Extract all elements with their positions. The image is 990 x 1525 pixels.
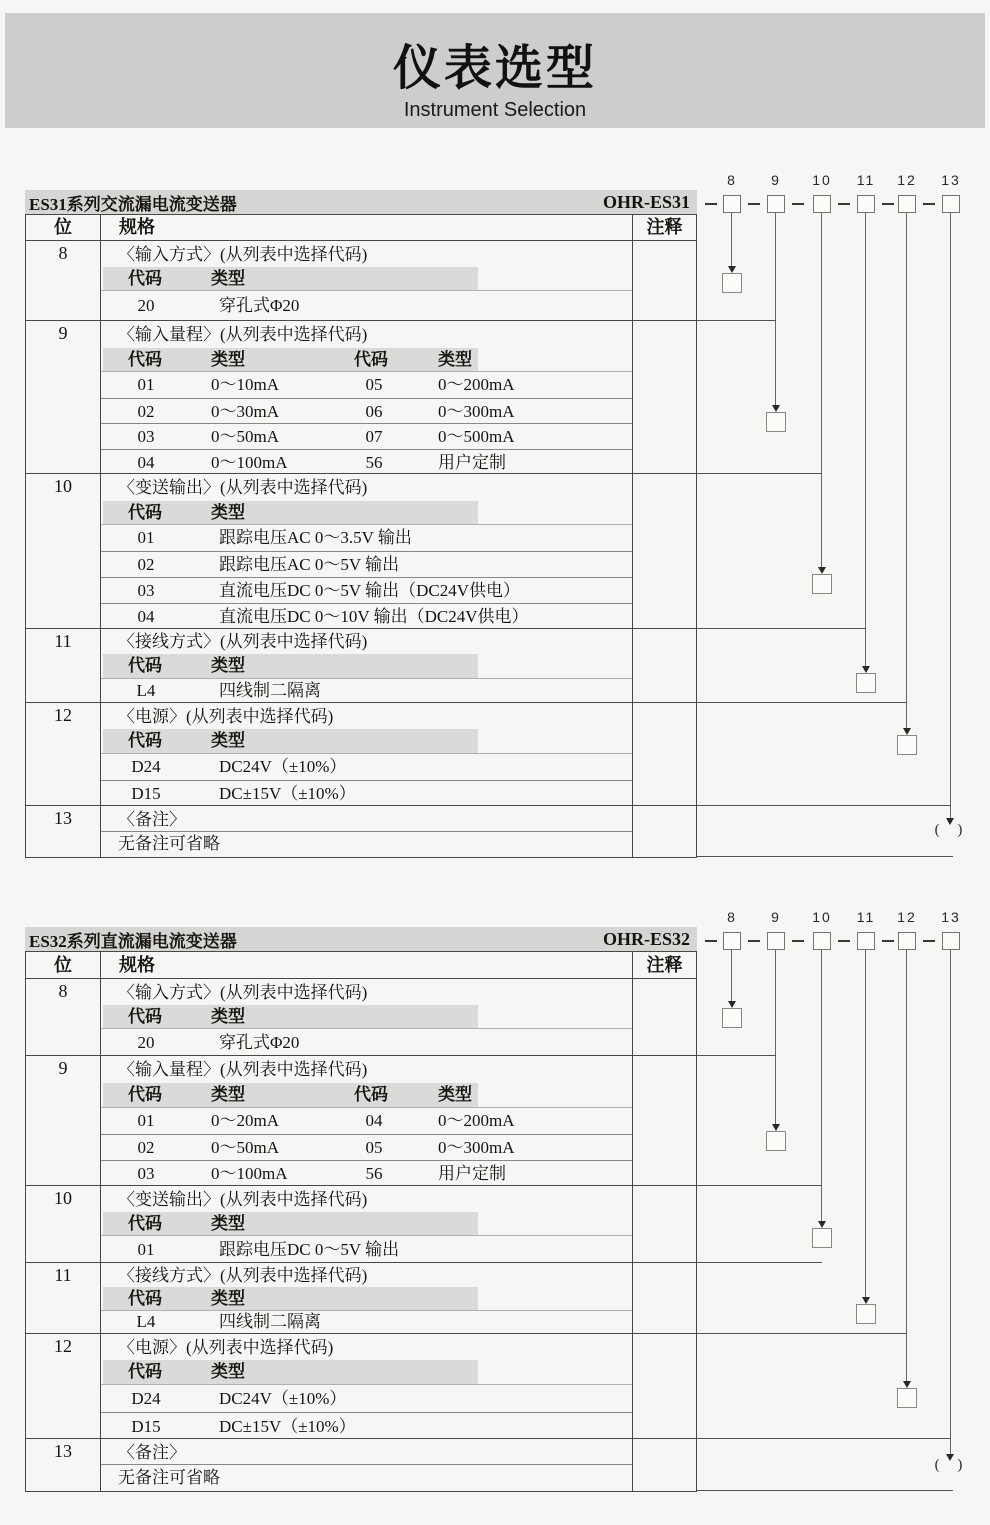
code-row bbox=[101, 1108, 632, 1134]
es32-grid bbox=[25, 951, 697, 1492]
code-header: 代码 bbox=[128, 1214, 162, 1233]
code-row bbox=[101, 291, 632, 321]
remark-parentheses: ( ) bbox=[934, 822, 970, 838]
target-box bbox=[856, 673, 876, 693]
code-header: 代码 bbox=[128, 1362, 162, 1381]
remark-parentheses: ( ) bbox=[934, 1457, 970, 1473]
code-box bbox=[813, 932, 831, 950]
code-header: 代码 bbox=[128, 1289, 162, 1308]
code-row bbox=[101, 679, 632, 703]
connector-line bbox=[731, 950, 732, 1001]
digit-label: 8 bbox=[727, 172, 737, 188]
type-cell: 0～50mA bbox=[211, 1138, 279, 1157]
type-cell: 0～100mA bbox=[211, 1164, 288, 1183]
code-cell: 56 bbox=[365, 452, 383, 472]
code-row bbox=[101, 398, 632, 424]
note-cell bbox=[632, 806, 696, 857]
digit-label: 9 bbox=[771, 172, 781, 188]
type-header: 类型 bbox=[211, 1085, 245, 1104]
connector-line bbox=[865, 950, 866, 1297]
type-header: 类型 bbox=[211, 731, 245, 750]
dash-separator bbox=[882, 940, 894, 942]
arrow-down-icon bbox=[862, 666, 870, 673]
position-number: 8 bbox=[26, 241, 101, 320]
note-cell bbox=[632, 1439, 696, 1491]
code-row bbox=[101, 1311, 632, 1334]
target-box bbox=[722, 1008, 742, 1028]
position-number: 9 bbox=[26, 321, 101, 473]
note-cell bbox=[632, 241, 696, 320]
col-header-spec: 规格 bbox=[119, 217, 155, 237]
code-cell: 07 bbox=[365, 427, 383, 446]
code-row bbox=[101, 449, 632, 475]
target-box bbox=[897, 1388, 917, 1408]
es31-table-header-band bbox=[25, 190, 697, 214]
section-label: 〈电源〉(从列表中选择代码) bbox=[118, 1338, 334, 1357]
code-cell: 05 bbox=[365, 1138, 383, 1157]
code-cell: L4 bbox=[136, 1312, 156, 1331]
code-cell: 03 bbox=[137, 581, 155, 600]
position-number: 12 bbox=[26, 1334, 101, 1438]
type-cell: 0～500mA bbox=[438, 427, 515, 446]
dash-separator bbox=[792, 203, 804, 205]
note-cell bbox=[632, 1186, 696, 1262]
arrow-down-icon bbox=[903, 728, 911, 735]
type-cell: DC±15V（±10%） bbox=[219, 784, 356, 803]
code-cell: 03 bbox=[137, 427, 155, 446]
page-subtitle: Instrument Selection bbox=[403, 99, 587, 121]
connector-line bbox=[950, 950, 951, 1454]
series-title: ES31系列交流漏电流变送器 bbox=[29, 194, 237, 214]
type-cell: 0～20mA bbox=[211, 1111, 279, 1130]
code-row bbox=[101, 551, 632, 577]
code-type-header bbox=[101, 501, 632, 525]
model-code: OHR-ES31 bbox=[602, 191, 690, 212]
note-cell bbox=[632, 1334, 696, 1438]
position-number: 13 bbox=[26, 806, 101, 857]
row-extension-line bbox=[697, 320, 776, 321]
digit-label: 12 bbox=[897, 172, 917, 188]
connector-line bbox=[906, 950, 907, 1381]
type-header: 类型 bbox=[211, 1289, 245, 1308]
position-number: 10 bbox=[26, 1186, 101, 1262]
type-cell: 跟踪电压AC 0～5V 输出 bbox=[219, 555, 400, 574]
code-cell: 20 bbox=[137, 1033, 155, 1052]
code-box bbox=[942, 195, 960, 213]
col-header-spec: 规格 bbox=[119, 955, 155, 975]
section-label: 〈输入量程〉(从列表中选择代码) bbox=[118, 1060, 368, 1079]
code-cell: 01 bbox=[137, 375, 155, 394]
target-box bbox=[766, 1131, 786, 1151]
dash-separator bbox=[838, 203, 850, 205]
es31-section bbox=[0, 172, 990, 870]
type-header: 类型 bbox=[438, 350, 472, 369]
arrow-down-icon bbox=[818, 567, 826, 574]
table-row bbox=[26, 1056, 696, 1186]
code-header: 代码 bbox=[128, 1007, 162, 1026]
digit-label: 8 bbox=[727, 909, 737, 925]
type-cell: 穿孔式Φ20 bbox=[219, 296, 300, 315]
arrow-down-icon bbox=[818, 1221, 826, 1228]
code-type-header bbox=[101, 1287, 632, 1311]
type-cell: 四线制二隔离 bbox=[219, 681, 321, 700]
digit-label: 9 bbox=[771, 909, 781, 925]
position-number: 11 bbox=[26, 1263, 101, 1333]
code-row bbox=[101, 372, 632, 398]
table-row bbox=[26, 1439, 696, 1491]
code-cell: D15 bbox=[131, 1417, 161, 1436]
arrow-down-icon bbox=[862, 1297, 870, 1304]
type-header: 类型 bbox=[211, 656, 245, 675]
row-extension-line bbox=[697, 1490, 953, 1491]
note-cell bbox=[632, 979, 696, 1055]
note-cell bbox=[632, 703, 696, 805]
code-cell: 02 bbox=[137, 401, 155, 421]
code-cell: 04 bbox=[137, 607, 155, 626]
note-cell bbox=[632, 1056, 696, 1185]
page-banner bbox=[5, 13, 985, 128]
code-box bbox=[942, 932, 960, 950]
note-cell bbox=[632, 1263, 696, 1333]
code-header: 代码 bbox=[128, 731, 162, 750]
table-row bbox=[26, 703, 696, 806]
digit-label: 13 bbox=[941, 909, 961, 925]
code-row bbox=[101, 780, 632, 806]
connector-line bbox=[821, 213, 822, 567]
dash-separator bbox=[923, 203, 935, 205]
type-cell: DC24V（±10%） bbox=[219, 757, 347, 776]
code-box bbox=[767, 195, 785, 213]
es32-table bbox=[25, 927, 697, 1492]
dash-separator bbox=[838, 940, 850, 942]
table-row bbox=[26, 806, 696, 857]
code-type-header bbox=[101, 348, 632, 372]
section-label: 〈备注〉 bbox=[101, 1439, 632, 1465]
target-box bbox=[897, 735, 917, 755]
row-extension-line bbox=[697, 473, 822, 474]
code-cell: 01 bbox=[137, 528, 155, 547]
type-header: 类型 bbox=[211, 1007, 245, 1026]
digit-label: 10 bbox=[812, 172, 832, 188]
table-row bbox=[26, 629, 696, 703]
table-row bbox=[26, 1263, 696, 1334]
row-extension-line bbox=[697, 1055, 776, 1056]
remark-row: 无备注可省略 bbox=[118, 1468, 220, 1487]
type-cell: 0～100mA bbox=[211, 452, 288, 472]
type-cell: 0～10mA bbox=[211, 375, 279, 394]
col-header-note: 注释 bbox=[632, 952, 696, 978]
code-type-header bbox=[101, 654, 632, 679]
code-cell: 04 bbox=[365, 1111, 383, 1130]
type-header: 类型 bbox=[211, 350, 245, 369]
target-box bbox=[856, 1304, 876, 1324]
arrow-down-icon bbox=[772, 405, 780, 412]
section-label: 〈变送输出〉(从列表中选择代码) bbox=[118, 1190, 368, 1209]
col-header-position: 位 bbox=[26, 952, 101, 978]
arrow-down-icon bbox=[728, 1001, 736, 1008]
code-box bbox=[767, 932, 785, 950]
code-cell: 02 bbox=[137, 1138, 155, 1157]
type-cell: 0～200mA bbox=[438, 375, 515, 394]
code-type-header bbox=[101, 267, 632, 291]
type-cell: 跟踪电压DC 0～5V 输出 bbox=[219, 1240, 400, 1259]
type-cell: 跟踪电压AC 0～3.5V 输出 bbox=[219, 528, 412, 547]
dash-separator bbox=[748, 203, 760, 205]
target-box bbox=[812, 574, 832, 594]
connector-line bbox=[906, 213, 907, 728]
table-row bbox=[26, 1334, 696, 1439]
code-type-header bbox=[101, 729, 632, 754]
series-title: ES32系列直流漏电流变送器 bbox=[29, 931, 237, 951]
es31-table bbox=[25, 190, 697, 858]
position-number: 11 bbox=[26, 629, 101, 702]
code-type-header bbox=[101, 1005, 632, 1029]
type-header: 类型 bbox=[211, 503, 245, 522]
code-header: 代码 bbox=[354, 350, 388, 369]
digit-label: 13 bbox=[941, 172, 961, 188]
code-type-header bbox=[101, 1083, 632, 1108]
type-cell: 0～300mA bbox=[438, 1138, 515, 1157]
code-header: 代码 bbox=[128, 1085, 162, 1104]
table-row bbox=[26, 321, 696, 474]
remark-row: 无备注可省略 bbox=[118, 834, 220, 853]
code-type-header bbox=[101, 1360, 632, 1385]
target-box bbox=[722, 273, 742, 293]
code-header: 代码 bbox=[128, 656, 162, 675]
target-box bbox=[766, 412, 786, 432]
code-row bbox=[101, 1160, 632, 1186]
code-row bbox=[101, 525, 632, 551]
row-extension-line bbox=[697, 628, 866, 629]
connector-line bbox=[775, 950, 776, 1124]
table-row bbox=[26, 979, 696, 1056]
section-label: 〈接线方式〉(从列表中选择代码) bbox=[118, 632, 368, 651]
arrow-down-icon bbox=[728, 266, 736, 273]
position-number: 10 bbox=[26, 474, 101, 628]
type-cell: DC±15V（±10%） bbox=[219, 1417, 356, 1436]
code-cell: 01 bbox=[137, 1240, 155, 1259]
note-cell bbox=[632, 629, 696, 702]
row-extension-line bbox=[697, 856, 953, 857]
position-number: 13 bbox=[26, 1439, 101, 1491]
code-cell: D15 bbox=[131, 784, 161, 803]
row-extension-line bbox=[697, 1438, 951, 1439]
code-header: 代码 bbox=[354, 1085, 388, 1104]
position-number: 12 bbox=[26, 703, 101, 805]
section-label: 〈电源〉(从列表中选择代码) bbox=[118, 707, 334, 726]
connector-line bbox=[731, 213, 732, 266]
code-row bbox=[101, 577, 632, 603]
col-header-position: 位 bbox=[26, 215, 101, 240]
type-header: 类型 bbox=[211, 1214, 245, 1233]
note-cell bbox=[632, 474, 696, 628]
code-row bbox=[101, 1236, 632, 1263]
connector-line bbox=[775, 213, 776, 405]
row-extension-line bbox=[697, 702, 907, 703]
dash-separator bbox=[923, 940, 935, 942]
code-row bbox=[101, 1385, 632, 1412]
digit-label: 11 bbox=[856, 909, 876, 925]
code-header: 代码 bbox=[128, 350, 162, 369]
code-row bbox=[101, 1412, 632, 1439]
code-row bbox=[101, 1134, 632, 1160]
code-cell: 05 bbox=[365, 375, 383, 394]
arrow-down-icon bbox=[772, 1124, 780, 1131]
code-cell: 06 bbox=[365, 401, 383, 421]
code-cell: 04 bbox=[137, 452, 155, 472]
code-row bbox=[101, 754, 632, 780]
code-cell: D24 bbox=[131, 1389, 161, 1408]
type-header: 类型 bbox=[211, 269, 245, 288]
connector-line bbox=[821, 950, 822, 1221]
es32-section bbox=[0, 909, 990, 1507]
dash-separator bbox=[705, 203, 717, 205]
target-box bbox=[812, 1228, 832, 1248]
code-box bbox=[857, 932, 875, 950]
connector-line bbox=[865, 213, 866, 666]
code-box bbox=[723, 932, 741, 950]
type-cell: 用户定制 bbox=[438, 452, 506, 472]
type-cell: 穿孔式Φ20 bbox=[219, 1033, 300, 1052]
type-cell: 四线制二隔离 bbox=[219, 1312, 321, 1331]
code-cell: L4 bbox=[136, 681, 156, 700]
code-row bbox=[101, 603, 632, 629]
connector-line bbox=[950, 213, 951, 818]
column-header-row bbox=[26, 952, 696, 979]
code-row bbox=[101, 1029, 632, 1056]
digit-label: 11 bbox=[856, 172, 876, 188]
row-extension-line bbox=[697, 1185, 822, 1186]
type-cell: 0～50mA bbox=[211, 427, 279, 446]
code-box bbox=[898, 195, 916, 213]
model-code: OHR-ES32 bbox=[602, 928, 690, 949]
code-cell: 20 bbox=[137, 296, 155, 315]
section-label: 〈接线方式〉(从列表中选择代码) bbox=[118, 1266, 368, 1285]
code-cell: D24 bbox=[131, 757, 161, 776]
type-cell: 0～200mA bbox=[438, 1111, 515, 1130]
section-label: 〈备注〉 bbox=[101, 806, 632, 832]
code-box bbox=[898, 932, 916, 950]
row-extension-line bbox=[697, 805, 951, 806]
section-label: 〈变送输出〉(从列表中选择代码) bbox=[118, 478, 368, 497]
section-label: 〈输入方式〉(从列表中选择代码) bbox=[118, 245, 368, 264]
code-box bbox=[723, 195, 741, 213]
type-cell: 0～30mA bbox=[211, 401, 279, 421]
position-number: 9 bbox=[26, 1056, 101, 1185]
type-cell: 用户定制 bbox=[438, 1164, 506, 1183]
type-cell: 直流电压DC 0～5V 输出（DC24V供电） bbox=[219, 581, 520, 600]
type-header: 类型 bbox=[438, 1085, 472, 1104]
arrow-down-icon bbox=[903, 1381, 911, 1388]
row-extension-line bbox=[697, 1333, 907, 1334]
type-cell: 0～300mA bbox=[438, 401, 515, 421]
type-cell: DC24V（±10%） bbox=[219, 1389, 347, 1408]
column-header-row bbox=[26, 215, 696, 241]
table-row bbox=[26, 1186, 696, 1263]
type-cell: 直流电压DC 0～10V 输出（DC24V供电） bbox=[219, 607, 529, 626]
dash-separator bbox=[792, 940, 804, 942]
col-header-note: 注释 bbox=[632, 215, 696, 240]
dash-separator bbox=[748, 940, 760, 942]
es32-table-header-band bbox=[25, 927, 697, 951]
note-cell bbox=[632, 321, 696, 473]
code-cell: 02 bbox=[137, 555, 155, 574]
section-label: 〈输入量程〉(从列表中选择代码) bbox=[118, 325, 368, 344]
code-row bbox=[101, 423, 632, 449]
code-header: 代码 bbox=[128, 503, 162, 522]
row-extension-line bbox=[697, 1262, 822, 1263]
digit-label: 12 bbox=[897, 909, 917, 925]
position-number: 8 bbox=[26, 979, 101, 1055]
code-box bbox=[857, 195, 875, 213]
page-title: 仪表选型 bbox=[392, 42, 597, 95]
es31-grid bbox=[25, 214, 697, 858]
table-row bbox=[26, 474, 696, 629]
code-header: 代码 bbox=[128, 269, 162, 288]
code-cell: 01 bbox=[137, 1111, 155, 1130]
section-label: 〈输入方式〉(从列表中选择代码) bbox=[118, 983, 368, 1002]
code-type-header bbox=[101, 1212, 632, 1236]
code-box bbox=[813, 195, 831, 213]
dash-separator bbox=[882, 203, 894, 205]
digit-label: 10 bbox=[812, 909, 832, 925]
dash-separator bbox=[705, 940, 717, 942]
code-cell: 03 bbox=[137, 1164, 155, 1183]
code-cell: 56 bbox=[365, 1164, 383, 1183]
type-header: 类型 bbox=[211, 1362, 245, 1381]
table-row bbox=[26, 241, 696, 321]
